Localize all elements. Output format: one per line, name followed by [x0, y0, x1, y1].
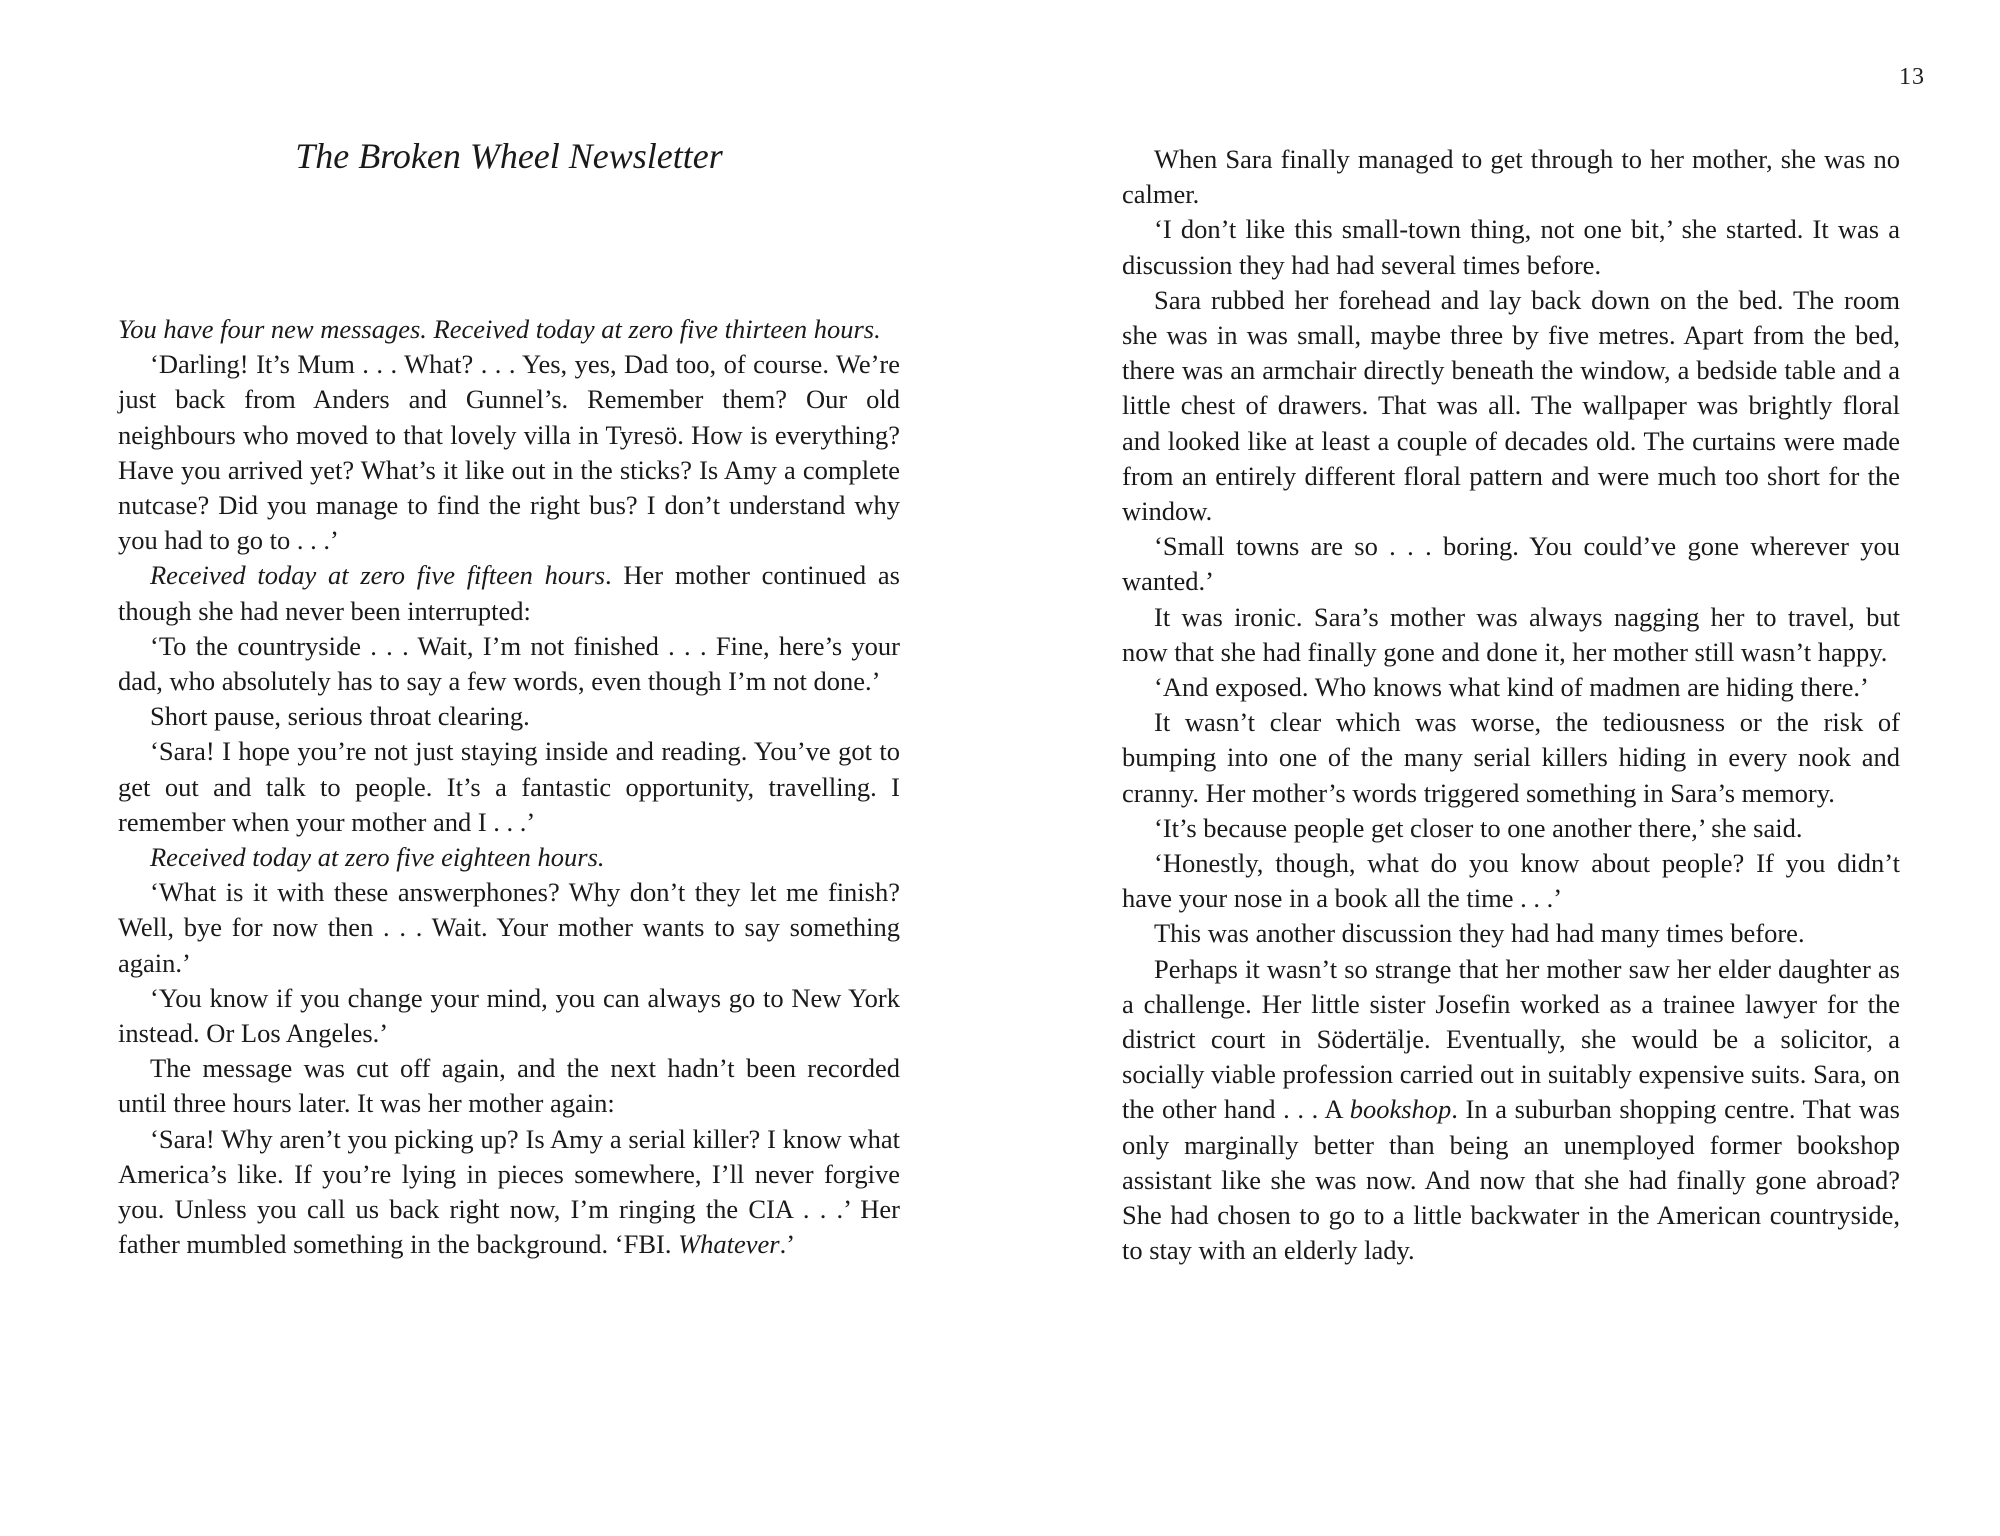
text-span: ‘What is it with these answerphones? Why don’t they let me finish? Well, bye for now then . . . Wait. Your mother wants to say something again.’: [118, 877, 900, 978]
text-span: It was ironic. Sara’s mother was always nagging her to travel, but now that she had finally gone and done it, her mother still wasn’t happy.: [1122, 601, 1900, 667]
italic-text: bookshop: [1349, 1094, 1452, 1125]
text-span: ‘It’s because people get closer to one another there,’ she said.: [1154, 812, 1803, 843]
paragraph: [118, 840, 900, 875]
text-span: ‘Darling! It’s Mum . . . What? . . . Yes, yes, Dad too, of course. We’re just back from Anders and Gunnel’s. Remember them? Our old neighbours who moved to that lovely villa in Tyresö. How is everything? Have you arrived yet? What’s it like out in the sticks? Is Amy a complete nutcase? Did you manage to find the right bus? I don’t understand why you had to go to . . .’: [118, 349, 900, 556]
text-span: ‘And exposed. Who knows what kind of madmen are hiding there.’: [1154, 672, 1869, 703]
italic-text: Whatever: [678, 1229, 780, 1260]
right-page: [1000, 0, 2000, 1536]
paragraph: [118, 734, 900, 840]
paragraph: [1122, 846, 1900, 916]
text-span: ‘I don’t like this small-town thing, not one bit,’ she started. It was a discussion they had had several times before.: [1122, 214, 1900, 280]
text-span: . In a suburban shopping centre. That was only marginally better than being an unemployed former bookshop assistant like she was now. And now that she had finally gone abroad? She had chosen to go to a little backwater in the American countryside, to stay with an elderly lady.: [1122, 1094, 1900, 1266]
paragraph: [118, 1051, 900, 1121]
right-page-text: [1122, 142, 1900, 1269]
italic-text: Received today at zero five eighteen hours.: [150, 842, 605, 873]
text-span: .’: [779, 1229, 796, 1260]
text-span: The message was cut off again, and the next hadn’t been recorded until three hours later. It was her mother again:: [118, 1053, 900, 1119]
paragraph: [1122, 952, 1900, 1269]
text-span: ‘Small towns are so . . . boring. You could’ve gone wherever you wanted.’: [1122, 531, 1900, 597]
paragraph: [1122, 811, 1900, 846]
text-span: ‘Honestly, though, what do you know about people? If you didn’t have your nose in a book all the time . . .’: [1122, 848, 1900, 914]
text-span: ‘Sara! Why aren’t you picking up? Is Amy a serial killer? I know what America’s like. If you’re lying in pieces somewhere, I’ll never forgive you. Unless you call us back right now, I’m ringing the CIA . . .’ Her father mumbled something in the background. ‘FBI.: [118, 1123, 900, 1260]
text-span: ‘Sara! I hope you’re not just staying inside and reading. You’ve got to get out and talk to people. It’s a fantastic opportunity, travelling. I remember when your mother and I . . .’: [118, 736, 900, 837]
text-span: ‘To the countryside . . . Wait, I’m not finished . . . Fine, here’s your dad, who absolutely has to say a few words, even though I’m not done.’: [118, 630, 900, 697]
paragraph: [1122, 283, 1900, 529]
paragraph: [1122, 916, 1900, 951]
paragraph: [1122, 670, 1900, 705]
chapter-title: The Broken Wheel Newsletter: [295, 136, 723, 176]
paragraph: [1122, 142, 1900, 212]
italic-text: Received today at zero five fifteen hours: [150, 560, 606, 591]
text-span: ‘You know if you change your mind, you can always go to New York instead. Or Los Angeles.’: [118, 982, 900, 1049]
text-span: It wasn’t clear which was worse, the tediousness or the risk of bumping into one of the many serial killers hiding in every nook and cranny. Her mother’s words triggered something in Sara’s memory.: [1122, 707, 1900, 808]
paragraph: [118, 629, 900, 699]
text-span: Perhaps it wasn’t so strange that her mother saw her elder daughter as a challenge. Her little sister Josefin worked as a trainee lawyer for the district court in Södertälje. Eventually, she would be a solicitor, a socially viable profession carried out in suitably expensive suits. Sara, on the other hand . . . A: [1122, 953, 1900, 1125]
paragraph: [118, 312, 900, 347]
paragraph: [1122, 705, 1900, 811]
text-span: This was another discussion they had had many times before.: [1154, 918, 1805, 949]
paragraph: [118, 875, 900, 981]
paragraph: [118, 1122, 900, 1263]
text-span: Sara rubbed her forehead and lay back down on the bed. The room she was in was small, maybe three by five metres. Apart from the bed, there was an armchair directly beneath the window, a bedside table and a little chest of drawers. That was all. The wallpaper was brightly floral and looked like at least a couple of decades old. The curtains were made from an entirely different floral pattern and were much too short for the window.: [1122, 284, 1900, 527]
page-number: 13: [1899, 64, 1925, 90]
text-span: When Sara finally managed to get through to her mother, she was no calmer.: [1122, 144, 1900, 210]
paragraph: [1122, 600, 1900, 670]
paragraph: [118, 699, 900, 734]
text-span: . Her mother continued as though she had never been interrupted:: [118, 560, 900, 626]
paragraph: [118, 347, 900, 558]
paragraph: [1122, 212, 1900, 282]
left-page-text: [118, 312, 900, 1262]
italic-text: You have four new messages. Received today at zero five thirteen hours.: [118, 314, 881, 344]
text-span: Short pause, serious throat clearing.: [150, 701, 530, 732]
paragraph: [118, 981, 900, 1051]
paragraph: [118, 558, 900, 628]
paragraph: [1122, 529, 1900, 599]
